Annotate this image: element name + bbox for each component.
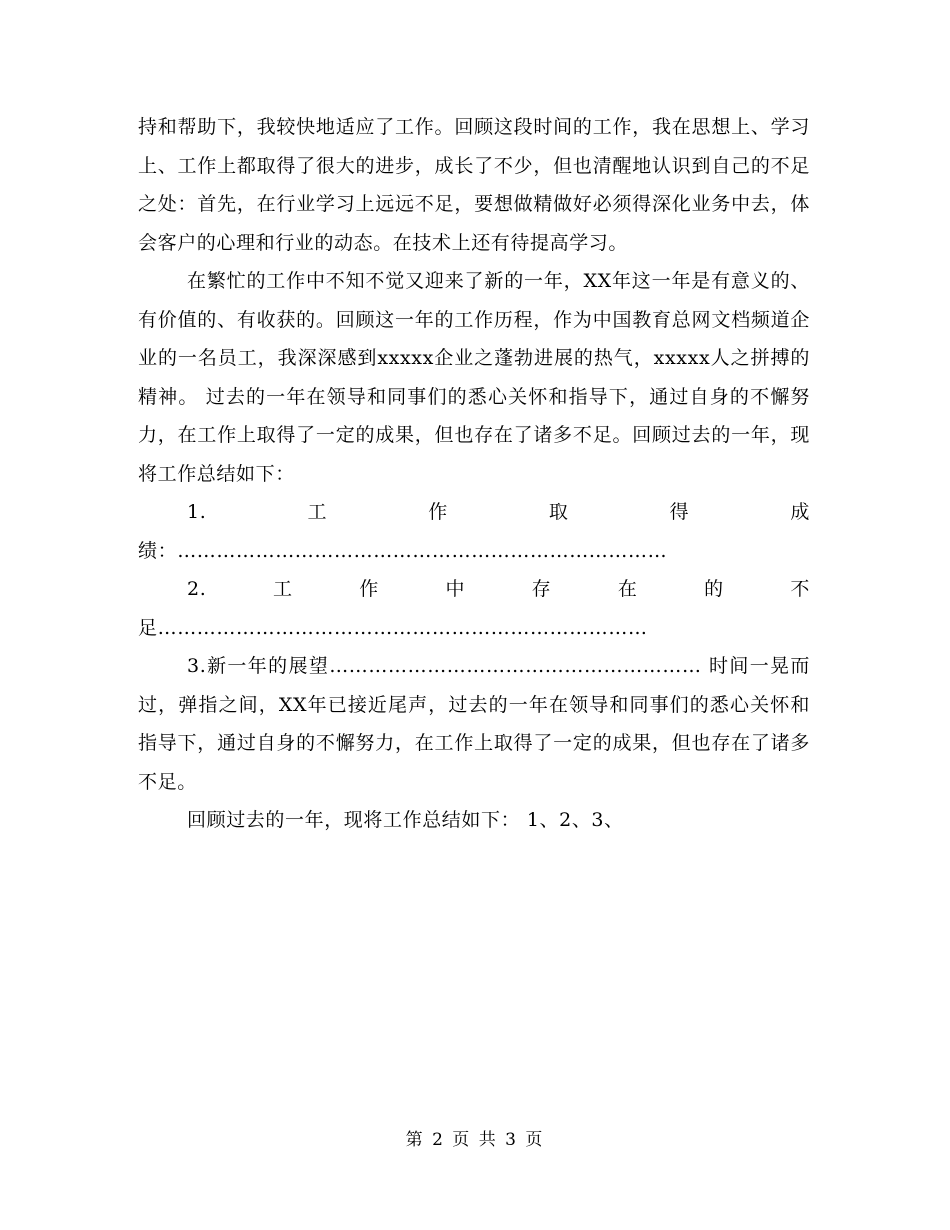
document-body xyxy=(138,108,810,840)
page-number-footer: 第 2 页 共 3 页 xyxy=(405,1130,545,1150)
paragraph-summary: 回顾过去的一年，现将工作总结如下： 1、2、3、 xyxy=(187,809,624,831)
paragraph-new-year: 在繁忙的工作中不知不觉又迎来了新的一年，XX年这一年是有意义的、有价值的、有收获的。回顾这一年的工作历程，作为中国教育总网文档频道企业的一名员工，我深深感到xxxxx企业之蓬勃进展的热气，xxxxx人之拼搏的精神。 过去的一年在领导和同事们的悉心关怀和指导下，通过自身的不懈努力，在工作上取得了一定的成果，但也存在了诸多不足。回顾过去的一年，现将工作总结如下： xyxy=(138,270,810,485)
list-item-achievements: 1.工作取得成绩：………………………………………………………………… xyxy=(138,501,810,562)
list-item-shortcomings: 2.工作中存在的不足………………………………………………………………… xyxy=(138,578,810,639)
list-item-outlook: 3.新一年的展望………………………………………………… 时间一晃而过，弹指之间，XX年已接近尾声，过去的一年在领导和同事们的悉心关怀和指导下，通过自身的不懈努力，在工作上取得了一定的成果，但也存在了诸多不足。 xyxy=(138,655,810,793)
paragraph-continuation: 持和帮助下，我较快地适应了工作。回顾这段时间的工作，我在思想上、学习上、工作上都取得了很大的进步，成长了不少，但也清醒地认识到自己的不足之处：首先，在行业学习上远远不足，要想做精做好必须得深化业务中去，体会客户的心理和行业的动态。在技术上还有待提高学习。 xyxy=(138,116,810,254)
